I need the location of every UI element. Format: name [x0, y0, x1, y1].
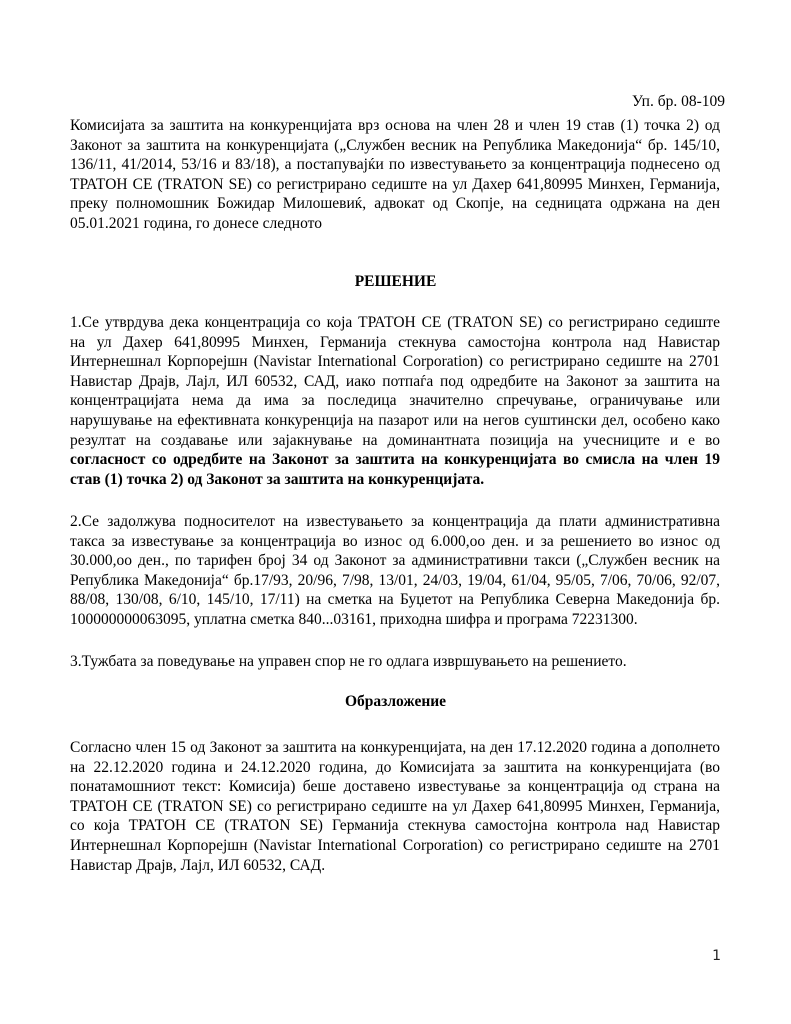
decision-item-1 [70, 313, 720, 489]
item2-line: 2.Се задолжува подносителот на известувањето за концентрација да плати административна [70, 513, 720, 530]
reasoning-line: на 22.12.2020 година и 24.12.2020 година, до Комисијата за заштита на конкуренцијата (во [70, 758, 720, 776]
decision-item-2 [70, 512, 720, 630]
item2-line: 88/08, 130/08, 6/10, 145/10, 17/11) на сметка на Буџетот на Република Северна Македонија бр. [70, 591, 720, 609]
item1-line-bold: согласност со одредбите на Законот за заштита на конкуренцијата во смисла на член 19 [70, 451, 720, 469]
page-number: 1 [712, 948, 721, 964]
item1-line-bold: став (1) точка 2) од Законот за заштита на конкуренцијата. [70, 470, 485, 488]
decision-heading: РЕШЕНИЕ [354, 273, 437, 290]
item3-line: 3.Тужбата за поведување на управен спор не го одлага извршувањето на решението. [70, 653, 627, 670]
reasoning-line: Интернешнал Корпорејшн (Navistar International Corporation) со регистрирано седиште на 2701 [70, 836, 720, 854]
item2-line: 100000000063095, уплатна сметка 840...03161, приходна шифра и програма 72231300. [70, 610, 638, 628]
item1-line: Интернешнал Корпорејшн (Navistar International Corporation) со регистрирано седиште на 2701 [70, 353, 720, 371]
item1-line: на ул Дахер 641,80995 Минхен, Германија стекнува самостојна контрола над Навистар [70, 333, 720, 351]
intro-line: ТРАТОН СЕ (TRATON SE) со регистрирано седиште на ул Дахер 641,80995 Минхен, Германија, [70, 175, 720, 193]
reasoning-line: ТРАТОН СЕ (TRATON SE) со регистрирано седиште на ул Дахер 641,80995 Минхен, Германија, [70, 797, 720, 815]
item2-line: такса за известување за концентрација во износ од 6.000,оо ден. и за решението во износ од [70, 532, 720, 550]
item2-line: 30.000,оо ден., по тарифен број 34 од Законот за административни такси („Службен весник на [70, 552, 720, 570]
item1-line: нарушување на ефективната конкуренција на пазарот или на негов суштински дел, особено како [70, 411, 720, 429]
intro-line: 136/11, 41/2014, 53/16 и 83/18), а постапувајќи по известувањето за концентрација поднесено од [70, 156, 720, 174]
decision-item-3 [70, 652, 720, 672]
reasoning-line: Навистар Драјв, Лајл, ИЛ 60532, САД. [70, 856, 326, 874]
intro-line: преку полномошник Божидар Милошевиќ, адвокат од Скопје, на седницата одржана на ден [70, 195, 720, 213]
item1-line: концентрацијата нема да има за последица значително спречување, ограничување или [70, 392, 720, 410]
intro-paragraph [70, 116, 720, 234]
reasoning-line: со која ТРАТОН СЕ (TRATON SE) Германија стекнува самостојна контрола над Навистар [70, 817, 720, 835]
item1-line: 1.Се утврдува дека концентрација со која ТРАТОН СЕ (TRATON SE) со регистрирано седиште [70, 314, 720, 331]
reasoning-line: Согласно член 15 од Законот за заштита на конкуренцијата, на ден 17.12.2020 година а дополнето [70, 739, 720, 756]
reasoning-heading: Образложение [344, 693, 447, 710]
reference-number: Уп. бр. 08-109 [632, 93, 725, 110]
item1-line: резултат на создавање или зајакнување на доминантната позиција на учесниците и е во [70, 431, 720, 449]
item2-line: Република Македонија“ бр.17/93, 20/96, 7/98, 13/01, 24/03, 19/04, 61/04, 95/05, 7/06, 70/06, 92/07, [70, 571, 720, 589]
item1-line: Навистар Драјв, Лајл, ИЛ 60532, САД, иако потпаѓа под одредбите на Законот за заштита на [70, 372, 720, 390]
intro-line: 05.01.2021 година, го донесе следното [70, 214, 322, 232]
intro-line: Комисијата за заштита на конкуренцијата врз основа на член 28 и член 19 став (1) точка 2) од [70, 117, 720, 134]
reasoning-paragraph [70, 738, 720, 875]
reasoning-line: понатамошниот текст: Комисија) беше доставено известување за концентрација од страна на [70, 778, 720, 796]
intro-line: Законот за заштита на конкуренцијата („Службен весник на Република Македонија“ бр. 145/10, [70, 136, 720, 154]
